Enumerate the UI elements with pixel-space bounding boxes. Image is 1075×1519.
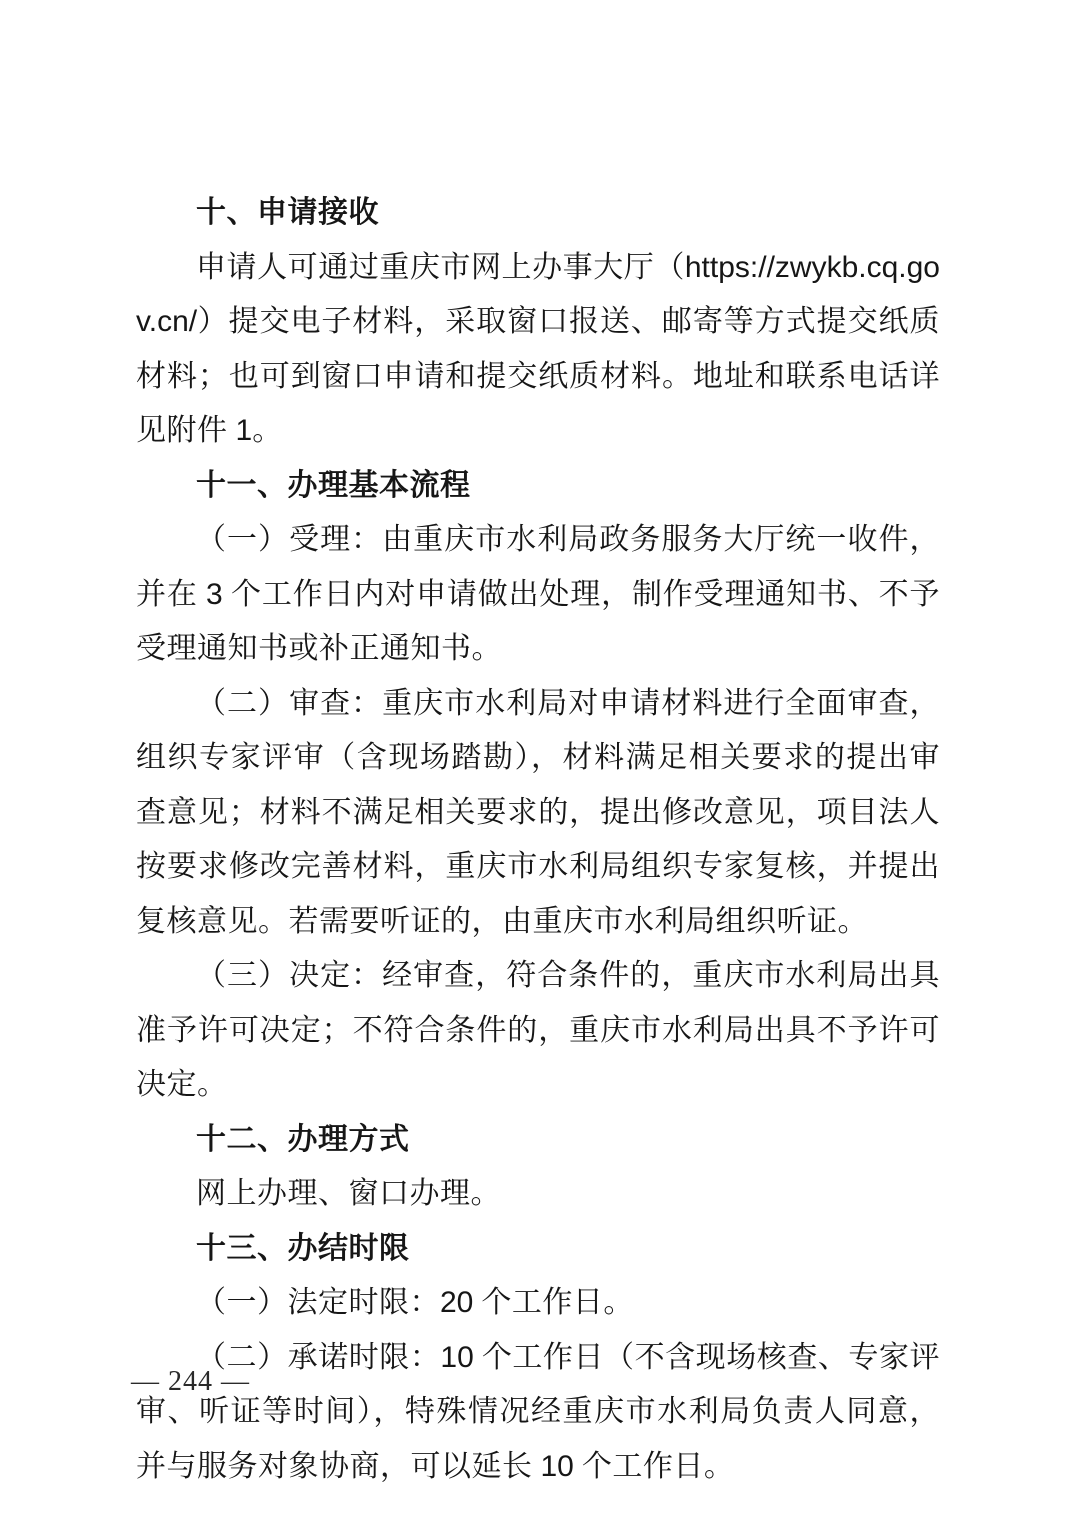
paragraph-submission-channels: 申请人可通过重庆市网上办事大厅（https://zwykb.cq.gov.cn/）提交电子材料，采取窗口报送、邮寄等方式提交纸质材料；也可到窗口申请和提交纸质材料。地址和联系电话详见附件 1。	[136, 250, 940, 447]
heading-section-12-handling-methods: 十二、办理方式	[196, 1122, 410, 1156]
paragraph-step-review: （二）审查：重庆市水利局对申请材料进行全面审查，组织专家评审（含现场踏勘），材料满足相关要求的提出审查意见；材料不满足相关要求的，提出修改意见，项目法人按要求修改完善材料，重庆市水利局组织专家复核，并提出复核意见。若需要听证的，由重庆市水利局组织听证。	[136, 686, 940, 938]
paragraph-promised-time-limit: （二）承诺时限：10 个工作日（不含现场核查、专家评审、听证等时间），特殊情况经重庆市水利局负责人同意，并与服务对象协商，可以延长 10 个工作日。	[136, 1340, 941, 1483]
paragraph-handling-methods: 网上办理、窗口办理。	[196, 1177, 501, 1210]
heading-section-11-basic-process: 十一、办理基本流程	[196, 468, 471, 502]
paragraph-statutory-time-limit: （一）法定时限：20 个工作日。	[196, 1286, 634, 1319]
heading-section-10-application-reception: 十、申请接收	[196, 196, 379, 229]
paragraph-step-decision: （三）决定：经审查，符合条件的，重庆市水利局出具准予许可决定；不符合条件的，重庆市水利局出具不予许可决定。	[136, 959, 940, 1101]
page-number: — 244 —	[131, 1366, 250, 1397]
heading-section-13-completion-time-limit: 十三、办结时限	[196, 1231, 410, 1265]
paragraph-step-acceptance: （一）受理：由重庆市水利局政务服务大厅统一收件，并在 3 个工作日内对申请做出处理，制作受理通知书、不予受理通知书或补正通知书。	[136, 523, 941, 665]
